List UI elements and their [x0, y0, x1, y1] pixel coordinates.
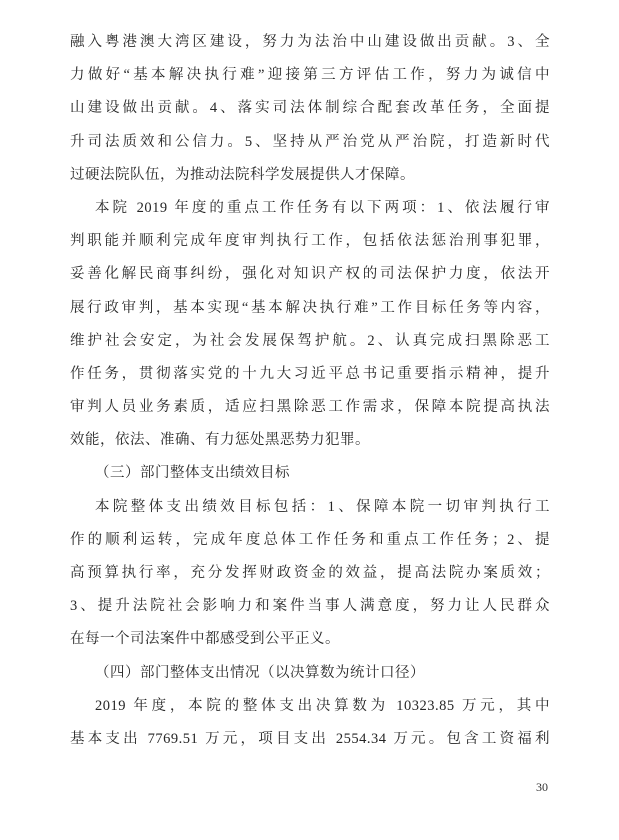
text-block [70, 26, 550, 756]
text-line: 效能，依法、准确、有力惩处黑恶势力犯罪。 [70, 432, 370, 449]
text-line: 审判人员业务素质，适应扫黑除恶工作需求，保障本院提高执法 [70, 399, 550, 416]
text-line: 维护社会安定，为社会发展保驾护航。2、认真完成扫黑除恶工 [70, 332, 550, 349]
text-line: 过硬法院队伍，为推动法院科学发展提供人才保障。 [70, 166, 415, 183]
text-line: 2019 年度，本院的整体支出决算数为 10323.85 万元，其中 [95, 697, 550, 714]
text-line: 3、提升法院社会影响力和案件当事人满意度，努力让人民群众 [70, 598, 550, 615]
text-line: 本院 2019 年度的重点工作任务有以下两项：1、依法履行审 [95, 199, 550, 216]
text-line: 本院整体支出绩效目标包括：1、保障本院一切审判执行工 [95, 498, 550, 515]
text-line: 山建设做出贡献。4、落实司法体制综合配套改革任务，全面提 [70, 100, 550, 117]
text-line: 展行政审判，基本实现“基本解决执行难”工作目标任务等内容， [70, 299, 550, 316]
text-line: （四）部门整体支出情况（以决算数为统计口径） [95, 664, 425, 681]
text-line: 判职能并顺利完成年度审判执行工作，包括依法惩治刑事犯罪， [70, 233, 550, 250]
text-line: 作任务，贯彻落实党的十九大习近平总书记重要指示精神，提升 [70, 365, 550, 382]
text-line: 妥善化解民商事纠纷，强化对知识产权的司法保护力度，依法开 [70, 266, 550, 283]
text-line: 力做好“基本解决执行难”迎接第三方评估工作，努力为诚信中 [70, 67, 550, 84]
text-line: （三）部门整体支出绩效目标 [95, 465, 290, 482]
text-line: 高预算执行率，充分发挥财政资金的效益，提高法院办案质效； [70, 565, 550, 581]
text-line: 在每一个司法案件中都感受到公平正义。 [70, 631, 340, 648]
text-line: 作的顺利运转，完成年度总体工作任务和重点工作任务；2、提 [70, 531, 550, 548]
text-line: 升司法质效和公信力。5、坚持从严治党从严治院，打造新时代 [70, 133, 550, 150]
text-line: 融入粤港澳大湾区建设，努力为法治中山建设做出贡献。3、全 [70, 34, 550, 50]
page-number: 30 [536, 780, 548, 794]
text-line: 基本支出 7769.51 万元，项目支出 2554.34 万元。包含工资福利 [70, 730, 550, 747]
